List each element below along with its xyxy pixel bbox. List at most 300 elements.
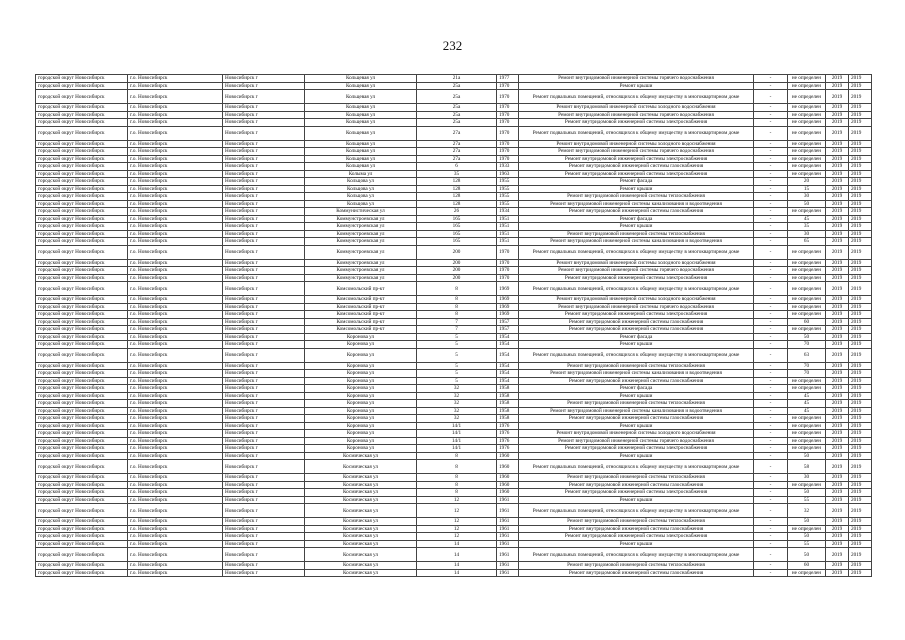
work-type-cell: Ремонт внутридомовой инженерной системы теплоснабжения [519,193,754,201]
municipality-cell: городской округ Новосибирск [36,140,128,148]
cost-cell: 50 [788,518,826,526]
city-cell: Новосибирск г [223,562,305,570]
city-cell: Новосибирск г [223,318,305,326]
end-year-cell: 2019 [849,533,872,541]
municipality-cell: городской округ Новосибирск [36,415,128,423]
work-type-cell: Ремонт крыши [519,82,754,90]
house-cell: 32 [417,385,497,393]
house-cell: 128 [417,185,497,193]
dash-cell: - [754,185,788,193]
year-cell: 1970 [497,104,519,112]
cost-cell: 45 [788,215,826,223]
year-cell: 1958 [497,400,519,408]
dash-cell: - [754,452,788,460]
end-year-cell: 2019 [849,200,872,208]
street-cell: Коммунстроевская ул [305,267,417,275]
dash-cell: - [754,163,788,171]
cost-cell: 45 [788,407,826,415]
district-cell: г.о. Новосибирск [128,407,223,415]
city-cell: Новосибирск г [223,274,305,282]
end-year-cell: 2019 [849,148,872,156]
city-cell: Новосибирск г [223,259,305,267]
start-year-cell: 2019 [826,193,849,201]
end-year-cell: 2019 [849,259,872,267]
year-cell: 1955 [497,200,519,208]
street-cell: Космическая ул [305,496,417,504]
dash-cell: - [754,82,788,90]
house-cell: 27а [417,148,497,156]
municipality-cell: городской округ Новосибирск [36,282,128,296]
page-number: 232 [442,38,463,53]
work-type-cell: Ремонт внутридомовой инженерной системы электроснабжения [519,155,754,163]
table-row [36,422,872,430]
dash-cell: - [754,282,788,296]
city-cell: Новосибирск г [223,104,305,112]
street-cell: Коммунстроевская ул [305,238,417,246]
cost-cell: не определен [788,296,826,304]
cost-cell: не определен [788,415,826,423]
cost-cell: не определен [788,208,826,216]
work-type-cell: Ремонт внутридомовой инженерной системы газоснабжения [519,525,754,533]
year-cell: 1951 [497,215,519,223]
end-year-cell: 2019 [849,362,872,370]
street-cell: Коммунстроевская ул [305,215,417,223]
end-year-cell: 2019 [849,311,872,319]
district-cell: г.о. Новосибирск [128,303,223,311]
year-cell: 1976 [497,430,519,438]
table-row [36,489,872,497]
start-year-cell: 2019 [826,370,849,378]
district-cell: г.о. Новосибирск [128,185,223,193]
street-cell: Коронова ул [305,437,417,445]
table-row [36,385,872,393]
city-cell: Новосибирск г [223,370,305,378]
end-year-cell: 2019 [849,407,872,415]
district-cell: г.о. Новосибирск [128,392,223,400]
start-year-cell: 2019 [826,267,849,275]
dash-cell: - [754,525,788,533]
cost-cell: 50 [788,333,826,341]
house-cell: 25а [417,82,497,90]
municipality-cell: городской округ Новосибирск [36,377,128,385]
district-cell: г.о. Новосибирск [128,193,223,201]
cost-cell: 50 [788,489,826,497]
cost-cell: не определен [788,430,826,438]
table-row [36,481,872,489]
street-cell: Кольцевая ул [305,75,417,83]
dash-cell: - [754,415,788,423]
house-cell: 5 [417,362,497,370]
start-year-cell: 2019 [826,504,849,518]
cost-cell: не определен [788,569,826,577]
municipality-cell: городской округ Новосибирск [36,385,128,393]
work-type-cell: Ремонт крыши [519,223,754,231]
start-year-cell: 2019 [826,119,849,127]
start-year-cell: 2019 [826,489,849,497]
year-cell: 1961 [497,533,519,541]
city-cell: Новосибирск г [223,481,305,489]
municipality-cell: городской округ Новосибирск [36,119,128,127]
municipality-cell: городской округ Новосибирск [36,82,128,90]
house-cell: 5 [417,333,497,341]
dash-cell: - [754,569,788,577]
work-type-cell: Ремонт внутридомовой инженерной системы электроснабжения [519,311,754,319]
street-cell: Космическая ул [305,474,417,482]
dash-cell: - [754,170,788,178]
street-cell: Колыма ул [305,170,417,178]
district-cell: г.о. Новосибирск [128,481,223,489]
year-cell: 1976 [497,437,519,445]
year-cell: 1970 [497,126,519,140]
end-year-cell: 2019 [849,82,872,90]
city-cell: Новосибирск г [223,282,305,296]
end-year-cell: 2019 [849,170,872,178]
dash-cell: - [754,178,788,186]
street-cell: Космическая ул [305,504,417,518]
cost-cell: 50 [788,452,826,460]
end-year-cell: 2019 [849,437,872,445]
dash-cell: - [754,230,788,238]
district-cell: г.о. Новосибирск [128,267,223,275]
municipality-cell: городской округ Новосибирск [36,341,128,349]
city-cell: Новосибирск г [223,267,305,275]
house-cell: 27а [417,155,497,163]
table-row [36,430,872,438]
end-year-cell: 2019 [849,303,872,311]
municipality-cell: городской округ Новосибирск [36,208,128,216]
street-cell: Коронова ул [305,370,417,378]
city-cell: Новосибирск г [223,215,305,223]
table-row [36,148,872,156]
municipality-cell: городской округ Новосибирск [36,296,128,304]
cost-cell: не определен [788,311,826,319]
cost-cell: 20 [788,178,826,186]
start-year-cell: 2019 [826,341,849,349]
city-cell: Новосибирск г [223,200,305,208]
street-cell: Космическая ул [305,562,417,570]
start-year-cell: 2019 [826,385,849,393]
start-year-cell: 2019 [826,274,849,282]
street-cell: Кольцевая ул [305,119,417,127]
end-year-cell: 2019 [849,452,872,460]
municipality-cell: городской округ Новосибирск [36,230,128,238]
table-row [36,504,872,518]
end-year-cell: 2019 [849,489,872,497]
house-cell: 26 [417,208,497,216]
end-year-cell: 2019 [849,282,872,296]
table-row [36,407,872,415]
dash-cell: - [754,303,788,311]
district-cell: г.о. Новосибирск [128,238,223,246]
street-cell: Космическая ул [305,525,417,533]
house-cell: 8 [417,481,497,489]
district-cell: г.о. Новосибирск [128,415,223,423]
house-cell: 165 [417,230,497,238]
street-cell: Комсомольский пр-кт [305,311,417,319]
street-cell: Космическая ул [305,540,417,548]
year-cell: 1955 [497,185,519,193]
start-year-cell: 2019 [826,326,849,334]
start-year-cell: 2019 [826,303,849,311]
work-type-cell: Ремонт внутридомовой инженерной системы холодного водоснабжения [519,296,754,304]
end-year-cell: 2019 [849,392,872,400]
work-type-cell: Ремонт внутридомовой инженерной системы канализования и водоотведения [519,200,754,208]
cost-cell: не определен [788,445,826,453]
municipality-cell: городской округ Новосибирск [36,104,128,112]
cost-cell: не определен [788,111,826,119]
year-cell: 1961 [497,504,519,518]
start-year-cell: 2019 [826,282,849,296]
year-cell: 1954 [497,333,519,341]
municipality-cell: городской округ Новосибирск [36,489,128,497]
house-cell: 32 [417,415,497,423]
street-cell: Коронова ул [305,415,417,423]
work-type-cell: Ремонт внутридомовой инженерной системы теплоснабжения [519,362,754,370]
city-cell: Новосибирск г [223,437,305,445]
start-year-cell: 2019 [826,460,849,474]
municipality-cell: городской округ Новосибирск [36,370,128,378]
end-year-cell: 2019 [849,90,872,104]
year-cell: 1961 [497,496,519,504]
street-cell: Комсомольский пр-кт [305,326,417,334]
city-cell: Новосибирск г [223,525,305,533]
year-cell: 1958 [497,392,519,400]
house-cell: 14/1 [417,445,497,453]
district-cell: г.о. Новосибирск [128,230,223,238]
city-cell: Новосибирск г [223,348,305,362]
year-cell: 1954 [497,362,519,370]
end-year-cell: 2019 [849,481,872,489]
house-cell: 200 [417,259,497,267]
end-year-cell: 2019 [849,548,872,562]
cost-cell: 70 [788,370,826,378]
year-cell: 1969 [497,311,519,319]
house-cell: 21а [417,75,497,83]
work-type-cell: Ремонт внутридомовой инженерной системы теплоснабжения [519,230,754,238]
municipality-cell: городской округ Новосибирск [36,496,128,504]
year-cell: 1958 [497,407,519,415]
year-cell: 1954 [497,348,519,362]
district-cell: г.о. Новосибирск [128,82,223,90]
street-cell: Коронова ул [305,407,417,415]
start-year-cell: 2019 [826,452,849,460]
dash-cell: - [754,562,788,570]
table-row [36,392,872,400]
municipality-cell: городской округ Новосибирск [36,274,128,282]
street-cell: Коронова ул [305,392,417,400]
start-year-cell: 2019 [826,318,849,326]
table-row [36,518,872,526]
house-cell: 14 [417,540,497,548]
municipality-cell: городской округ Новосибирск [36,311,128,319]
street-cell: Коронова ул [305,362,417,370]
house-cell: 165 [417,215,497,223]
house-cell: 165 [417,238,497,246]
cost-cell: не определен [788,126,826,140]
start-year-cell: 2019 [826,170,849,178]
end-year-cell: 2019 [849,562,872,570]
district-cell: г.о. Новосибирск [128,377,223,385]
table-row [36,155,872,163]
table-row [36,200,872,208]
district-cell: г.о. Новосибирск [128,496,223,504]
start-year-cell: 2019 [826,400,849,408]
work-type-cell: Ремонт внутридомовой инженерной системы газоснабжения [519,377,754,385]
start-year-cell: 2019 [826,140,849,148]
cost-cell: не определен [788,148,826,156]
start-year-cell: 2019 [826,259,849,267]
end-year-cell: 2019 [849,377,872,385]
house-cell: 128 [417,178,497,186]
year-cell: 1970 [497,148,519,156]
municipality-cell: городской округ Новосибирск [36,163,128,171]
house-cell: 8 [417,311,497,319]
street-cell: Космическая ул [305,548,417,562]
dash-cell: - [754,208,788,216]
cost-cell: 32 [788,504,826,518]
start-year-cell: 2019 [826,163,849,171]
dash-cell: - [754,540,788,548]
cost-cell: 60 [788,318,826,326]
work-type-cell: Ремонт подвальных помещений, относящихся к общему имуществу в многоквартирном доме [519,504,754,518]
municipality-cell: городской округ Новосибирск [36,540,128,548]
street-cell: Коммунстроевская ул [305,274,417,282]
end-year-cell: 2019 [849,385,872,393]
city-cell: Новосибирск г [223,377,305,385]
city-cell: Новосибирск г [223,540,305,548]
house-cell: 7 [417,318,497,326]
work-type-cell: Ремонт фасада [519,215,754,223]
work-type-cell: Ремонт фасада [519,333,754,341]
work-type-cell: Ремонт крыши [519,496,754,504]
table-row [36,333,872,341]
city-cell: Новосибирск г [223,430,305,438]
end-year-cell: 2019 [849,496,872,504]
city-cell: Новосибирск г [223,407,305,415]
district-cell: г.о. Новосибирск [128,119,223,127]
end-year-cell: 2019 [849,474,872,482]
year-cell: 1970 [497,245,519,259]
end-year-cell: 2019 [849,540,872,548]
municipality-cell: городской округ Новосибирск [36,223,128,231]
dash-cell: - [754,140,788,148]
start-year-cell: 2019 [826,155,849,163]
street-cell: Космическая ул [305,481,417,489]
district-cell: г.о. Новосибирск [128,104,223,112]
city-cell: Новосибирск г [223,178,305,186]
city-cell: Новосибирск г [223,400,305,408]
table-row [36,540,872,548]
city-cell: Новосибирск г [223,90,305,104]
start-year-cell: 2019 [826,296,849,304]
street-cell: Кольцова ул [305,193,417,201]
cost-cell: не определен [788,377,826,385]
year-cell: 1961 [497,548,519,562]
house-cell: 6 [417,163,497,171]
municipality-cell: городской округ Новосибирск [36,569,128,577]
district-cell: г.о. Новосибирск [128,148,223,156]
city-cell: Новосибирск г [223,140,305,148]
start-year-cell: 2019 [826,311,849,319]
work-type-cell: Ремонт внутридомовой инженерной системы канализования и водоотведения [519,238,754,246]
table-row [36,75,872,83]
house-cell: 25а [417,119,497,127]
start-year-cell: 2019 [826,75,849,83]
city-cell: Новосибирск г [223,333,305,341]
year-cell: 1960 [497,452,519,460]
start-year-cell: 2019 [826,223,849,231]
year-cell: 1963 [497,170,519,178]
street-cell: Кольцевая ул [305,126,417,140]
city-cell: Новосибирск г [223,311,305,319]
start-year-cell: 2019 [826,245,849,259]
dash-cell: - [754,274,788,282]
start-year-cell: 2019 [826,348,849,362]
work-type-cell: Ремонт внутридомовой инженерной системы теплоснабжения [519,400,754,408]
district-cell: г.о. Новосибирск [128,318,223,326]
municipality-cell: городской округ Новосибирск [36,437,128,445]
house-cell: 14/1 [417,437,497,445]
end-year-cell: 2019 [849,267,872,275]
house-cell: 25а [417,111,497,119]
dash-cell: - [754,119,788,127]
work-type-cell: Ремонт крыши [519,452,754,460]
table-row [36,185,872,193]
cost-cell: 63 [788,348,826,362]
start-year-cell: 2019 [826,362,849,370]
city-cell: Новосибирск г [223,170,305,178]
year-cell: 1955 [497,193,519,201]
end-year-cell: 2019 [849,518,872,526]
district-cell: г.о. Новосибирск [128,170,223,178]
dash-cell: - [754,200,788,208]
municipality-cell: городской округ Новосибирск [36,326,128,334]
start-year-cell: 2019 [826,238,849,246]
city-cell: Новосибирск г [223,452,305,460]
city-cell: Новосибирск г [223,163,305,171]
work-type-cell: Ремонт фасада [519,178,754,186]
table-row [36,548,872,562]
table-row [36,90,872,104]
work-type-cell: Ремонт внутридомовой инженерной системы горячего водоснабжения [519,437,754,445]
street-cell: Комсомольский пр-кт [305,282,417,296]
table-row [36,525,872,533]
district-cell: г.о. Новосибирск [128,400,223,408]
work-type-cell: Ремонт крыши [519,392,754,400]
municipality-cell: городской округ Новосибирск [36,185,128,193]
start-year-cell: 2019 [826,548,849,562]
work-type-cell: Ремонт внутридомовой инженерной системы холодного водоснабжения [519,430,754,438]
street-cell: Кольцова ул [305,178,417,186]
district-cell: г.о. Новосибирск [128,548,223,562]
district-cell: г.о. Новосибирск [128,311,223,319]
cost-cell: не определен [788,75,826,83]
end-year-cell: 2019 [849,326,872,334]
start-year-cell: 2019 [826,445,849,453]
district-cell: г.о. Новосибирск [128,489,223,497]
dash-cell: - [754,111,788,119]
house-cell: 8 [417,489,497,497]
municipality-cell: городской округ Новосибирск [36,474,128,482]
district-cell: г.о. Новосибирск [128,341,223,349]
municipality-cell: городской округ Новосибирск [36,392,128,400]
street-cell: Коронова ул [305,422,417,430]
street-cell: Комсомольский пр-кт [305,296,417,304]
house-cell: 25а [417,90,497,104]
year-cell: 1951 [497,238,519,246]
cost-cell: 58 [788,460,826,474]
end-year-cell: 2019 [849,348,872,362]
